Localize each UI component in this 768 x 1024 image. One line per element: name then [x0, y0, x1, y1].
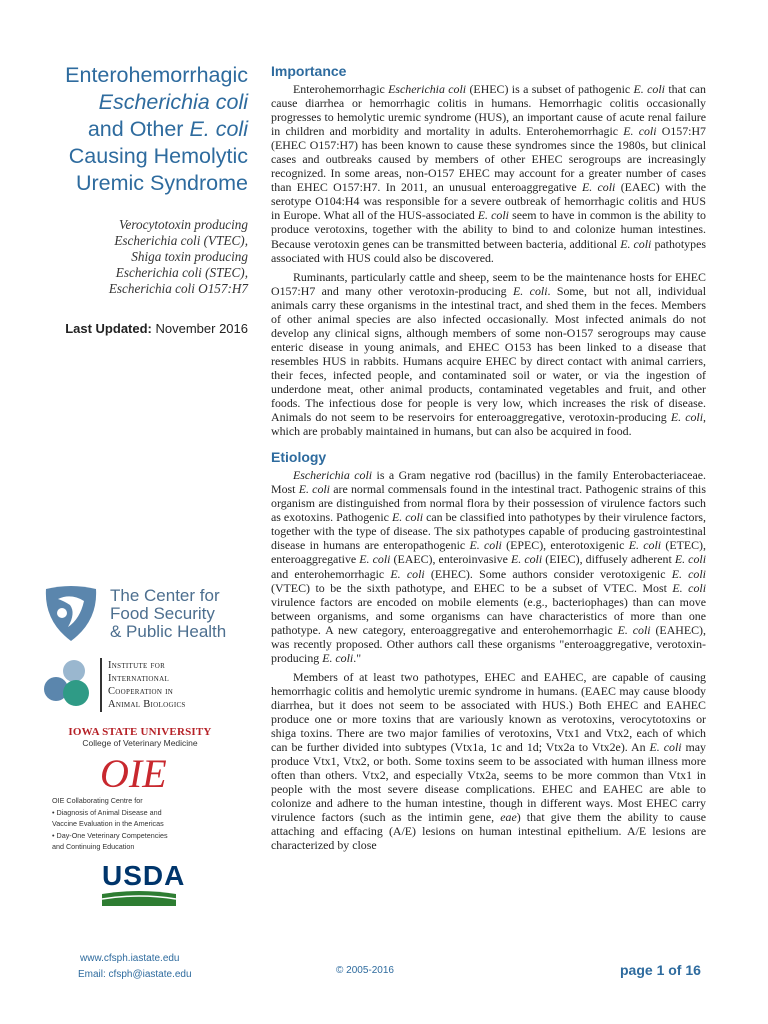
synonym-line: Escherichia coli (STEC), [115, 265, 248, 280]
isu-name: IOWA STATE UNIVERSITY [68, 726, 212, 738]
title-line: Enterohemorrhagic [65, 63, 248, 87]
section-heading-importance: Importance [271, 63, 347, 79]
isu-college: College of Veterinary Medicine [82, 738, 198, 748]
isu-logo [40, 726, 240, 748]
title-line: E. coli [189, 117, 248, 141]
section-heading-etiology: Etiology [271, 449, 327, 466]
footer-contact [78, 951, 192, 983]
oie-line: • Day-One Veterinary Competencies [52, 830, 168, 840]
page-number: page 1 of 16 [620, 962, 701, 978]
title-line: and Other [87, 117, 190, 141]
synonym-line: Shiga toxin producing [131, 249, 248, 264]
oie-line: Vaccine Evaluation in the Americas [52, 819, 164, 828]
oie-line: OIE Collaborating Centre for [52, 796, 143, 805]
iicab-line: Animal Biologics [108, 699, 186, 710]
cfsph-shield-icon [40, 583, 102, 645]
email-link[interactable]: Email: cfsph@iastate.edu [78, 969, 192, 980]
usda-wordmark: USDA [102, 859, 186, 891]
last-updated [30, 321, 248, 336]
paragraph: Ruminants, particularly cattle and sheep, seem to be the maintenance hosts for EHEC O157:H7 and many other verotoxin-producing E. coli. Some, but not all, individual animals carry these organisms in the intestinal tract, and shed them in the feces. Members of other animal species are also infected occasionally. Most infected animals do not develop any clinical signs, although members of some non-O157 serogroups may cause enteric disease in young animals, and EHEC O153 has been linked to a disease that resembles HUS in rabbits. Humans acquire EHEC by direct contact with animal carriers, their feces, infected people, and contaminated soil or water, or via the ingestion of underdone meat, other animal products, contaminated vegetables and fruit, and other foods. The infectious dose for people is very low, which increases the risk of disease. Animals do not seem to be reservoirs for enteroaggregative, verotoxin-producing E. coli, which are probably maintained in humans, but can also be acquired in food. [271, 269, 707, 439]
iicab-line: International [108, 673, 170, 684]
document-title [30, 62, 248, 197]
cfsph-logo [40, 582, 240, 646]
last-updated-value: November 2016 [155, 321, 248, 336]
synonyms [30, 217, 248, 297]
paragraph: Escherichia coli is a Gram negative rod (bacillus) in the family Enterobacteriaceae. Most E. coli are normal commensals found in the intestinal tract. Pathogenic strains of this organism are distinguished from normal flora by their possession of virulence factors such as exotoxins. Pathogenic E. coli can be classified into pathotypes by their virulence factors, together with the type of disease. The six pathotypes capable of producing gastrointestinal disease in humans are enteropathogenic E. coli (EPEC), enterotoxigenic E. coli (ETEC), enteroaggregative E. coli (EAEC), enteroinvasive E. coli (EIEC), diffusely adherent E. coli and enterohemorrhagic E. coli (EHEC). Some authors consider verotoxigenic E. coli (VTEC) to be the sixth pathotype, and EHEC to be a subset of VTEC. Most E. coli virulence factors are encoded on mobile elements (e.g., bacteriophages) than can move between organisms, and some organisms can have characteristics of more than one pathotype. A new category, enteroaggregative and enterohemorrhagic E. coli (EAHEC), was recently proposed. Other authors call these organisms "enteroaggregative, verotoxin-producing E. coli." [271, 468, 707, 665]
cfsph-line: & Public Health [110, 622, 227, 641]
last-updated-label: Last Updated: [65, 321, 152, 336]
synonym-line: Escherichia coli (VTEC), [114, 233, 248, 248]
oie-logo [40, 751, 240, 852]
cfsph-line: Food Security [110, 604, 215, 623]
synonym-line: Verocytotoxin producing [118, 217, 248, 232]
cfsph-line: The Center for [110, 586, 220, 605]
iicab-logo [40, 654, 240, 716]
logo-column [40, 582, 240, 911]
iicab-circles-icon [40, 657, 96, 713]
main-column [271, 63, 706, 857]
paragraph: Members of at least two pathotypes, EHEC and EAHEC, are capable of causing hemorrhagic colitis and hemolytic uremic syndrome in humans. (EAEC may cause bloody diarrhea, but it does not seem to be associated with HUS.) Both EHEC and EAHEC produce one or more toxins that are variously known as verotoxins, verocytotoxins or shiga toxins. There are two major families of verotoxins, Vtx1 and Vtx2, each of which can be further divided into subtypes (Vtx1a, 1c and 1d; Vtx2a to Vtx2e). An E. coli may produce Vtx1, Vtx2, or both. Some toxins seem to be associated with human illness more often than others. Vtx2, and especially Vtx2a, seems to be more common than Vtx1 in people with the most severe disease complications. EHEC and EAHEC are able to colonize and adhere to the human intestine, though in different ways. Most EHEC carry virulence factors (such as the intimin gene, eae) that give them the ability to cause attaching and effacing (A/E) lesions on human intestinal epithelium. A/E lesions are characterized by close [271, 669, 707, 853]
synonym-line: Escherichia coli O157:H7 [108, 281, 248, 296]
iicab-divider [100, 658, 102, 712]
iicab-line: Institute for [108, 660, 166, 671]
oie-line: • Diagnosis of Animal Disease and [52, 807, 162, 817]
usda-field-icon [102, 890, 176, 906]
left-column [30, 62, 248, 336]
iicab-line: Cooperation in [108, 686, 174, 697]
copyright: © 2005-2016 [336, 965, 394, 976]
usda-logo [40, 859, 240, 911]
title-line: Uremic Syndrome [75, 171, 248, 195]
paragraph: Enterohemorrhagic Escherichia coli (EHEC) is a subset of pathogenic E. coli that can cause diarrhea or hemorrhagic colitis in humans. Hemorrhagic colitis occasionally progresses to hemolytic uremic syndrome (HUS), an important cause of acute renal failure in children and morbidity and mortality in adults. Enterohemorrhagic E. coli O157:H7 (EHEC O157:H7) has been known to cause these syndromes since the 1980s, but clinical cases and outbreaks caused by members of other EHEC serogroups are increasingly recognized. In some areas, non-O157 EHEC may account for a greater number of cases than EHEC O157:H7. In 2011, an unusual enteroaggregative E. coli (EAEC) with the serotype O104:H4 was responsible for a severe outbreak of hemorrhagic colitis and HUS in Europe. What all of the HUS-associated E. coli seem to have in common is the ability to produce verotoxins, together with the ability to bind to and colonize human intestines. Because verotoxin genes can be transmitted between bacteria, additional E. coli pathotypes associated with HUS could also be discovered. [271, 82, 707, 265]
title-line: Causing Hemolytic [68, 144, 248, 168]
website-link[interactable]: www.cfsph.iastate.edu [80, 953, 180, 964]
title-line: Escherichia coli [98, 90, 248, 114]
oie-line: and Continuing Education [52, 842, 135, 851]
oie-mark: OIE [100, 751, 167, 796]
